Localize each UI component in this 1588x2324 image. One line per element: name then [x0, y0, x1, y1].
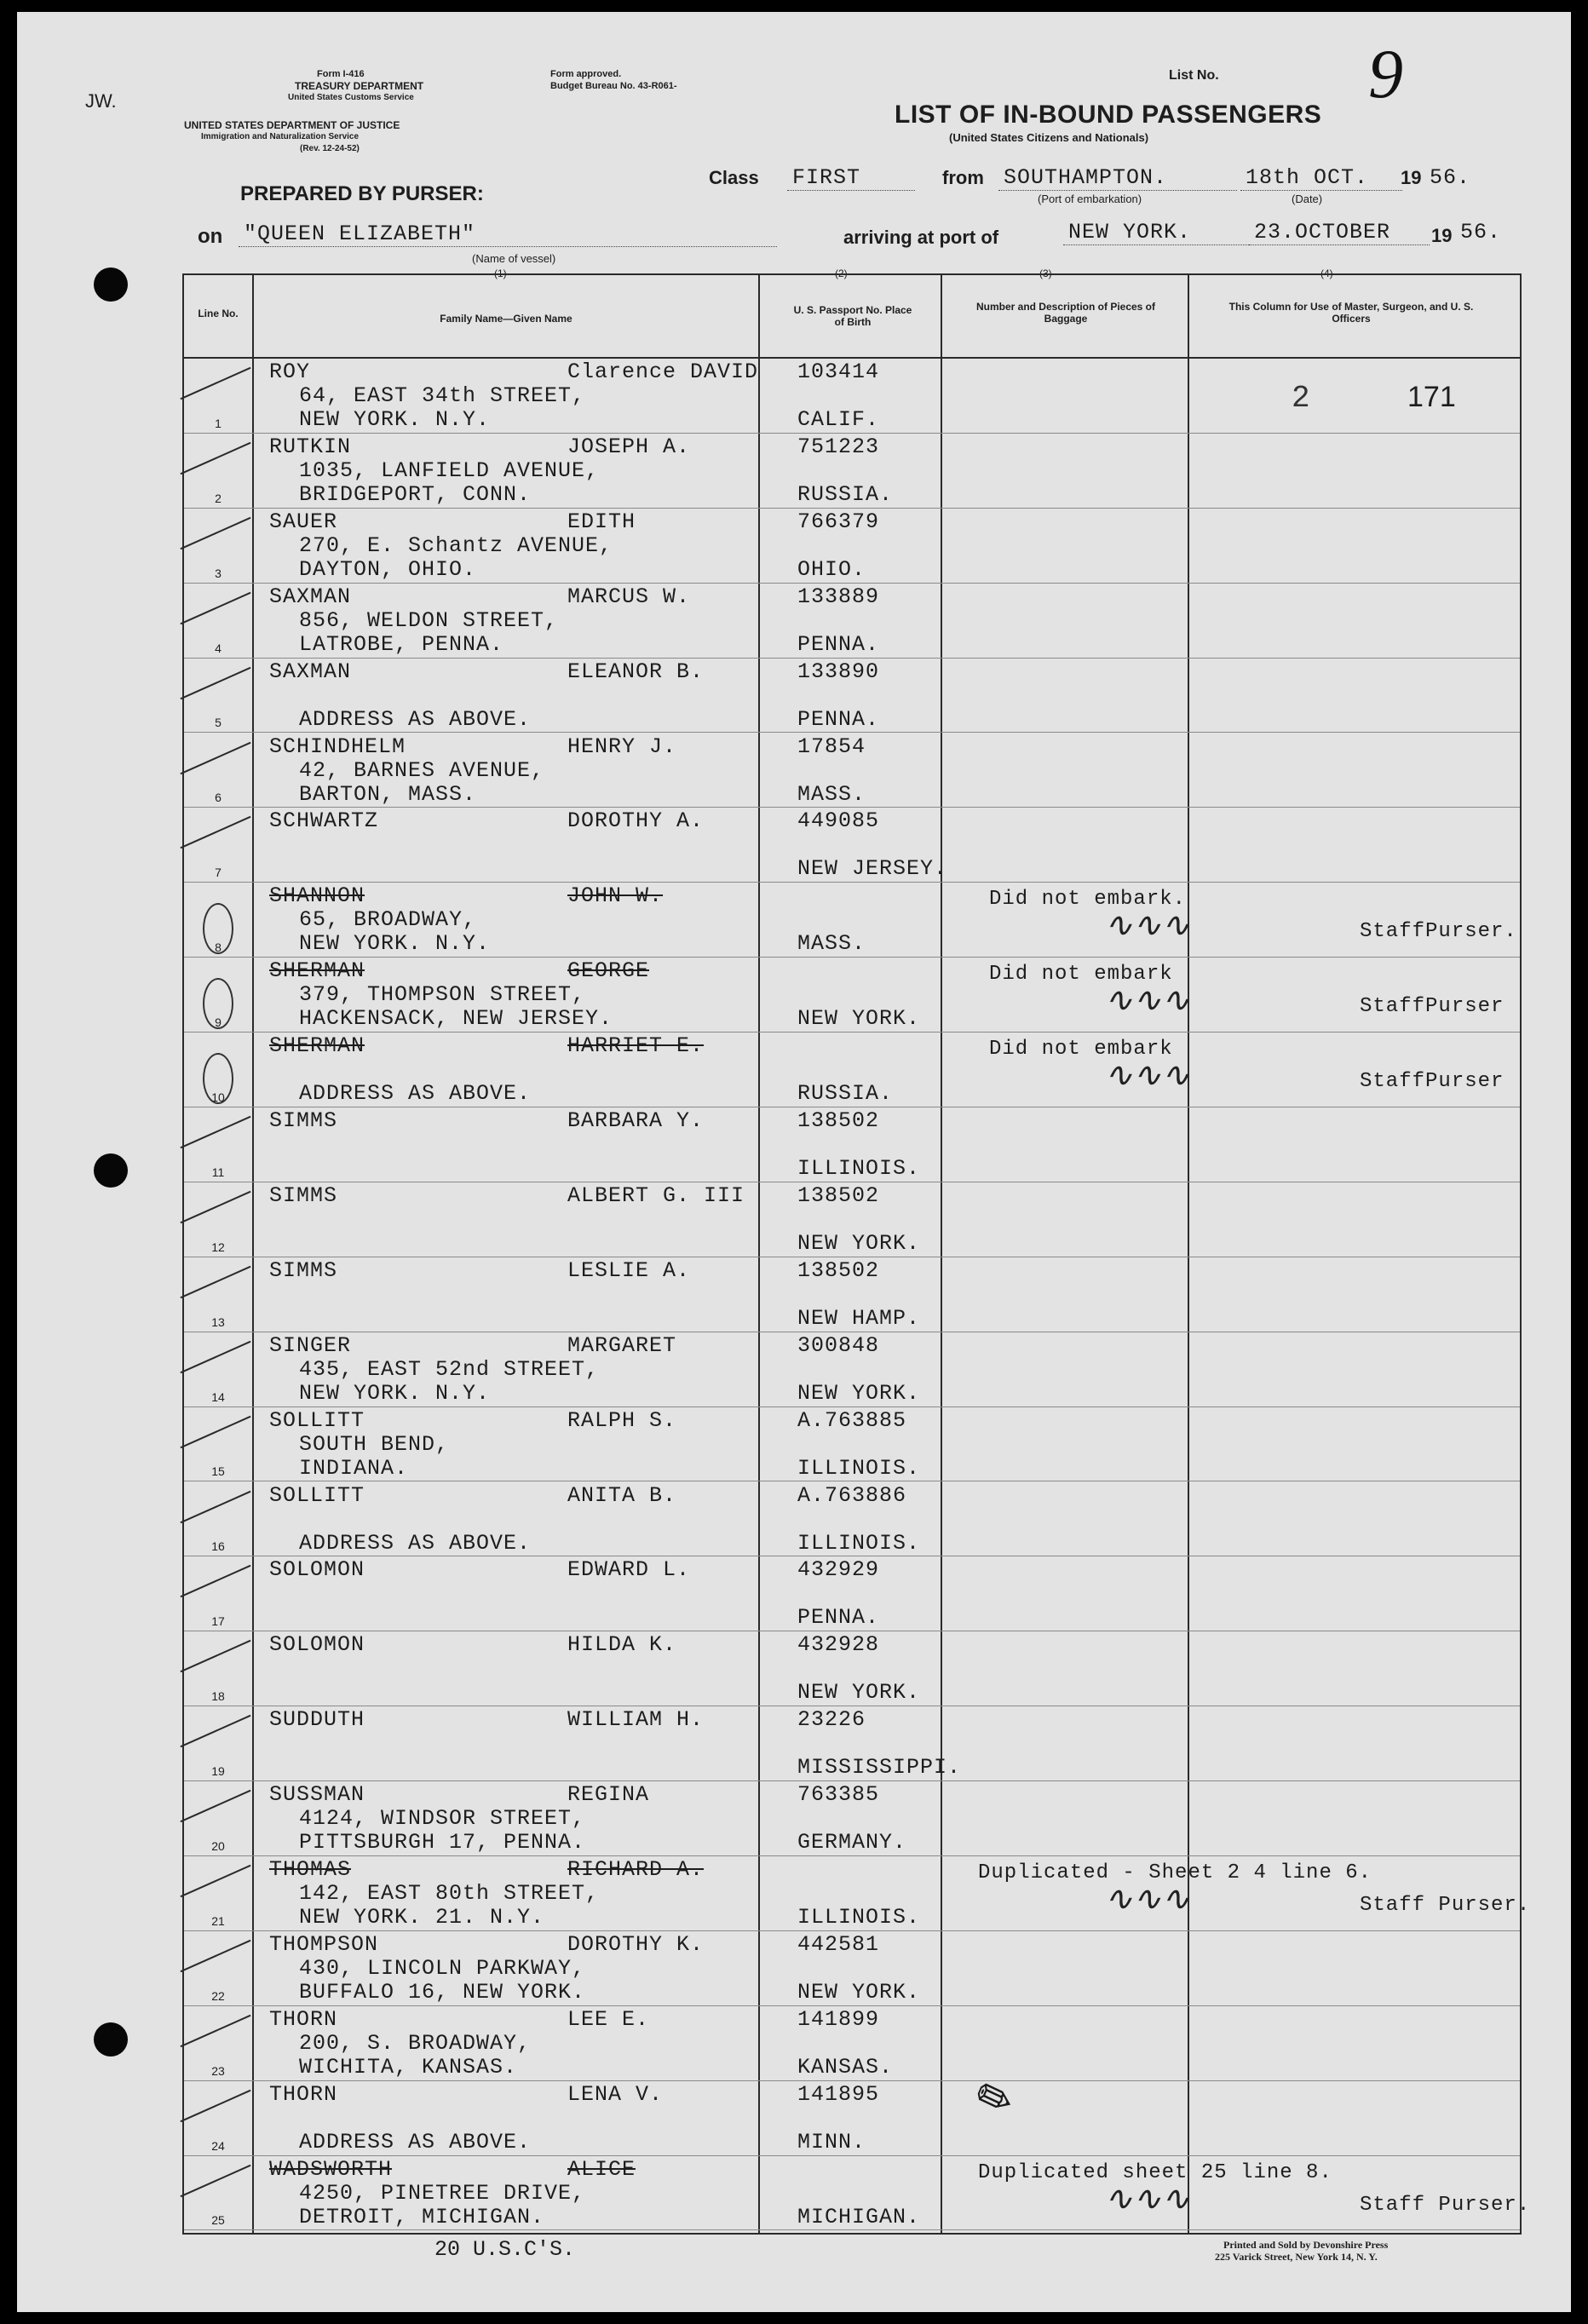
check-mark: [180, 1940, 250, 1972]
line-number: 3: [215, 566, 222, 580]
from-label: from: [942, 167, 984, 188]
table-row: [184, 2081, 1520, 2156]
address-line-1: 200, S. BROADWAY,: [299, 2030, 532, 2056]
punch-hole: [94, 1153, 128, 1188]
table-row: [184, 1182, 1520, 1257]
given-name: MARCUS W.: [567, 584, 691, 609]
address-line-1: 65, BROADWAY,: [299, 907, 477, 933]
header-officers: This Column for Use of Master, Surgeon, and U. S. Officers: [1228, 301, 1474, 325]
line-number: 8: [215, 941, 222, 955]
place-of-birth: NEW YORK.: [797, 1979, 921, 2005]
address-line-2: NEW YORK. 21. N.Y.: [299, 1905, 545, 1930]
passport-number: 141899: [797, 2006, 880, 2032]
given-name: RALPH S.: [567, 1407, 677, 1433]
header-baggage: Number and Description of Pieces of Baggage: [975, 301, 1156, 325]
line-number: 12: [211, 1240, 225, 1254]
treasury-dept: TREASURY DEPARTMENT: [295, 80, 424, 92]
check-mark: [180, 591, 250, 624]
address-line-2: LATROBE, PENNA.: [299, 631, 504, 657]
vessel-caption: (Name of vessel): [472, 252, 556, 265]
address-line-1: 64, EAST 34th STREET,: [299, 383, 586, 408]
place-of-birth: NEW HAMP.: [797, 1305, 921, 1331]
table-row: [184, 1407, 1520, 1482]
purser-title: StaffPurser: [1360, 1070, 1505, 1094]
printer-line-2: 225 Varick Street, New York 14, N. Y.: [1215, 2251, 1378, 2263]
table-row: [184, 733, 1520, 808]
form-approved: Form approved.: [550, 69, 622, 79]
place-of-birth: ILLINOIS.: [797, 1530, 921, 1556]
line-number: 17: [211, 1614, 225, 1629]
given-name: EDWARD L.: [567, 1557, 691, 1583]
date-caption: (Date): [1292, 193, 1323, 205]
place-of-birth: KANSAS.: [797, 2054, 894, 2080]
line-number: 2: [215, 491, 222, 505]
address-line-1: 430, LINCOLN PARKWAY,: [299, 1955, 586, 1981]
passport-number: 751223: [797, 434, 880, 459]
address-line-1: 435, EAST 52nd STREET,: [299, 1356, 600, 1382]
given-name: MARGARET: [567, 1332, 677, 1358]
handwritten-signature: ✎: [961, 2068, 1021, 2135]
place-of-birth: MASS.: [797, 931, 866, 957]
passport-number: 133890: [797, 659, 880, 684]
line-number: 5: [215, 716, 222, 730]
address-line-1: 270, E. Schantz AVENUE,: [299, 532, 613, 558]
column-number: (3): [1039, 267, 1052, 279]
table-row: [184, 2006, 1520, 2081]
justice-dept: UNITED STATES DEPARTMENT OF JUSTICE: [184, 119, 400, 131]
line-number: 4: [215, 641, 222, 655]
family-name: THORN: [269, 2081, 338, 2107]
place-of-birth: PENNA.: [797, 706, 880, 732]
place-of-birth: NEW YORK.: [797, 1680, 921, 1706]
list-no-label: List No.: [1169, 68, 1219, 83]
printer-line-1: Printed and Sold by Devonshire Press: [1223, 2239, 1389, 2251]
given-name: BARBARA Y.: [567, 1108, 705, 1133]
check-mark: [180, 741, 250, 774]
check-mark: [180, 517, 250, 549]
family-name: SHANNON: [269, 883, 365, 909]
given-name: ALBERT G. III: [567, 1182, 745, 1208]
purser-title: Staff Purser.: [1360, 1894, 1531, 1917]
line-circle-mark: [203, 903, 233, 954]
table-row: [184, 1332, 1520, 1407]
family-name: SOLOMON: [269, 1557, 365, 1583]
place-of-birth: RUSSIA.: [797, 481, 894, 507]
place-of-birth: GERMANY.: [797, 1830, 907, 1855]
address-line-1: SOUTH BEND,: [299, 1431, 450, 1457]
address-line-2: DAYTON, OHIO.: [299, 556, 477, 582]
table-row: [184, 1107, 1520, 1182]
purser-title: Staff Purser.: [1360, 2193, 1531, 2217]
address-line-2: NEW YORK. N.Y.: [299, 1380, 491, 1406]
given-name: HARRIET E.: [567, 1033, 705, 1059]
punch-hole: [94, 2022, 128, 2057]
check-mark: [180, 442, 250, 475]
place-of-birth: PENNA.: [797, 631, 880, 657]
passport-number: 449085: [797, 808, 880, 834]
purser-initials-signature: ∿∿∿: [1104, 1879, 1190, 1918]
header-passport: U. S. Passport No. Place of Birth: [793, 304, 912, 328]
status-note: Duplicated - Sheet 2 4 line 6.: [978, 1861, 1372, 1884]
status-note: Did not embark: [989, 963, 1173, 987]
port-of-arrival: NEW YORK.: [1063, 220, 1254, 245]
line-number: 9: [215, 1015, 222, 1030]
table-row: [184, 1482, 1520, 1557]
table-row: [184, 659, 1520, 733]
officer-prefix: 2: [1292, 381, 1310, 416]
document-subtitle: (United States Citizens and Nationals): [949, 131, 1149, 144]
family-name: SAXMAN: [269, 659, 352, 684]
family-name: THORN: [269, 2006, 338, 2032]
passport-number: 17854: [797, 733, 866, 759]
place-of-birth: NEW JERSEY.: [797, 856, 948, 882]
passport-number: 138502: [797, 1182, 880, 1208]
passport-number: 432929: [797, 1557, 880, 1583]
table-row: [184, 1033, 1520, 1107]
table-row: [184, 2156, 1531, 2231]
place-of-birth: PENNA.: [797, 1605, 880, 1631]
document-title: LIST OF IN-BOUND PASSENGERS: [895, 101, 1322, 129]
address-line-2: NEW YORK. N.Y.: [299, 407, 491, 432]
given-name: LENA V.: [567, 2081, 664, 2107]
table-row: [184, 359, 1520, 434]
line-number: 21: [211, 1913, 225, 1928]
line-number: 11: [211, 1165, 225, 1179]
address-line-2: BUFFALO 16, NEW YORK.: [299, 1979, 586, 2005]
family-name: WADSWORTH: [269, 2156, 393, 2182]
document-page: [17, 12, 1571, 2312]
purser-title: StaffPurser.: [1360, 920, 1517, 944]
table-row: [184, 434, 1520, 509]
check-mark: [180, 1340, 250, 1372]
address-line-1: 4250, PINETREE DRIVE,: [299, 2180, 586, 2206]
arrival-year-suffix: 56.: [1460, 220, 1502, 244]
arrival-date: 23.OCTOBER: [1249, 220, 1430, 245]
line-number: 6: [215, 791, 222, 805]
initials: JW.: [85, 90, 117, 112]
table-row: [184, 1556, 1520, 1631]
port-of-embarkation: SOUTHAMPTON.: [998, 165, 1237, 191]
passport-number: 763385: [797, 1782, 880, 1808]
family-name: THOMPSON: [269, 1931, 379, 1957]
family-name: SAXMAN: [269, 584, 352, 609]
place-of-birth: ILLINOIS.: [797, 1905, 921, 1930]
check-mark: [180, 2164, 250, 2196]
place-of-birth: CALIF.: [797, 407, 880, 432]
family-name: SHERMAN: [269, 1033, 365, 1059]
check-mark: [180, 367, 250, 400]
table-row: [184, 1931, 1520, 2006]
purser-initials-signature: ∿∿∿: [1104, 2178, 1190, 2218]
prepared-by-purser: PREPARED BY PURSER:: [240, 182, 484, 205]
check-mark: [180, 1715, 250, 1747]
given-name: ALICE: [567, 2156, 636, 2182]
family-name: SOLOMON: [269, 1632, 365, 1658]
column-number: (1): [494, 267, 507, 279]
line-number: 25: [211, 2213, 225, 2228]
family-name: SUSSMAN: [269, 1782, 365, 1808]
given-name: GEORGE: [567, 958, 650, 984]
given-name: ELEANOR B.: [567, 659, 705, 684]
check-mark: [180, 2089, 250, 2121]
given-name: HILDA K.: [567, 1632, 677, 1658]
customs-service: United States Customs Service: [288, 93, 414, 102]
given-name: JOHN W.: [567, 883, 664, 909]
purser-initials-signature: ∿∿∿: [1104, 1056, 1190, 1095]
column-number: (2): [835, 267, 848, 279]
given-name: Clarence DAVID: [567, 360, 759, 384]
place-of-birth: NEW YORK.: [797, 1380, 921, 1406]
place-of-birth: RUSSIA.: [797, 1081, 894, 1107]
place-of-birth: OHIO.: [797, 556, 866, 582]
family-name: SIMMS: [269, 1257, 338, 1283]
given-name: LESLIE A.: [567, 1257, 691, 1283]
check-mark: [180, 1490, 250, 1522]
check-mark: [180, 1865, 250, 1897]
passenger-table: [182, 273, 1531, 2235]
line-number: 10: [211, 1090, 225, 1104]
given-name: EDITH: [567, 509, 636, 534]
table-row: [184, 1257, 1520, 1332]
given-name: ANITA B.: [567, 1482, 677, 1508]
family-name: THOMAS: [269, 1857, 352, 1882]
class-label: Class: [709, 167, 759, 188]
check-mark: [180, 1640, 250, 1672]
table-row: [184, 584, 1520, 659]
place-of-birth: NEW YORK.: [797, 1230, 921, 1256]
given-name: HENRY J.: [567, 733, 677, 759]
passport-number: 138502: [797, 1257, 880, 1283]
vessel-name: "QUEEN ELIZABETH": [239, 221, 777, 247]
line-number: 13: [211, 1314, 225, 1329]
given-name: RICHARD A.: [567, 1857, 705, 1882]
table-row: [184, 1706, 1520, 1781]
on-label: on: [198, 225, 223, 248]
family-name: ROY: [269, 360, 311, 384]
status-note: Did not embark.: [989, 888, 1187, 912]
address-line-1: 4124, WINDSOR STREET,: [299, 1806, 586, 1832]
address-note: ADDRESS AS ABOVE.: [299, 2129, 532, 2154]
given-name: DOROTHY A.: [567, 808, 705, 834]
line-number: 20: [211, 1838, 225, 1853]
line-number: 7: [215, 866, 222, 880]
passport-number: 300848: [797, 1332, 880, 1358]
family-name: SUDDUTH: [269, 1707, 365, 1733]
table-row: [184, 509, 1520, 584]
given-name: JOSEPH A.: [567, 434, 691, 459]
address-line-1: 379, THOMPSON STREET,: [299, 982, 586, 1008]
family-name: SCHINDHELM: [269, 733, 406, 759]
form-id: Form I-416: [317, 69, 365, 79]
line-number: 22: [211, 1988, 225, 2003]
header-line-no: Line No.: [198, 308, 239, 319]
check-mark: [180, 1565, 250, 1597]
check-mark: [180, 1415, 250, 1447]
passport-number: 442581: [797, 1931, 880, 1957]
family-name: SCHWARTZ: [269, 808, 379, 834]
family-name: SHERMAN: [269, 958, 365, 984]
place-of-birth: MINN.: [797, 2129, 866, 2154]
purser-title: StaffPurser: [1360, 995, 1505, 1019]
address-note: ADDRESS AS ABOVE.: [299, 706, 532, 732]
status-note: Did not embark: [989, 1038, 1173, 1061]
address-line-2: NEW YORK. N.Y.: [299, 931, 491, 957]
embark-date: 18th OCT.: [1240, 165, 1402, 191]
citizen-count: 20 U.S.C'S.: [434, 2237, 576, 2262]
header-name: Family Name—Given Name: [440, 313, 572, 325]
given-name: WILLIAM H.: [567, 1707, 705, 1733]
table-row: [184, 1856, 1531, 1931]
family-name: SIMMS: [269, 1108, 338, 1133]
table-row: [184, 808, 1520, 883]
family-name: SOLLITT: [269, 1482, 365, 1508]
family-name: SINGER: [269, 1332, 352, 1358]
table-row: [184, 1631, 1520, 1706]
place-of-birth: NEW YORK.: [797, 1006, 921, 1032]
line-number: 19: [211, 1764, 225, 1779]
year-suffix: 56.: [1430, 165, 1471, 190]
address-line-2: INDIANA.: [299, 1455, 409, 1481]
place-of-birth: ILLINOIS.: [797, 1156, 921, 1181]
passport-number: 23226: [797, 1707, 866, 1733]
purser-initials-signature: ∿∿∿: [1104, 906, 1190, 945]
family-name: SOLLITT: [269, 1407, 365, 1433]
passport-number: 766379: [797, 509, 880, 534]
address-line-2: WICHITA, KANSAS.: [299, 2054, 518, 2080]
place-of-birth: MISSISSIPPI.: [797, 1755, 962, 1780]
column-number: (4): [1320, 267, 1333, 279]
check-mark: [180, 816, 250, 848]
address-line-1: 42, BARNES AVENUE,: [299, 757, 545, 783]
purser-initials-signature: ∿∿∿: [1104, 981, 1190, 1020]
table-row: [184, 1781, 1520, 1856]
arrival-year-prefix: 19: [1431, 225, 1453, 246]
passport-number: 103414: [797, 360, 880, 384]
passport-number: 432928: [797, 1632, 880, 1658]
table-row: [184, 883, 1520, 958]
address-line-2: BARTON, MASS.: [299, 781, 477, 807]
punch-hole: [94, 267, 128, 302]
given-name: REGINA: [567, 1782, 650, 1808]
address-line-2: DETROIT, MICHIGAN.: [299, 2204, 545, 2229]
ins-service: Immigration and Naturalization Service: [201, 132, 360, 141]
check-mark: [180, 1266, 250, 1298]
officer-note: 171: [1407, 381, 1456, 413]
embark-caption: (Port of embarkation): [1038, 193, 1142, 205]
place-of-birth: MASS.: [797, 781, 866, 807]
line-number: 15: [211, 1464, 225, 1479]
given-name: LEE E.: [567, 2006, 650, 2032]
address-note: ADDRESS AS ABOVE.: [299, 1081, 532, 1107]
check-mark: [180, 1191, 250, 1223]
address-line-1: 856, WELDON STREET,: [299, 607, 559, 633]
line-number: 24: [211, 2138, 225, 2153]
place-of-birth: MICHIGAN.: [797, 2204, 921, 2229]
passport-number: 138502: [797, 1108, 880, 1133]
line-number: 18: [211, 1689, 225, 1704]
line-number: 14: [211, 1389, 225, 1404]
place-of-birth: ILLINOIS.: [797, 1455, 921, 1481]
passport-number: 141895: [797, 2081, 880, 2107]
status-note: Duplicated sheet 25 line 8.: [978, 2160, 1332, 2184]
arriving-label: arriving at port of: [843, 227, 999, 248]
address-note: ADDRESS AS ABOVE.: [299, 1530, 532, 1556]
family-name: RUTKIN: [269, 434, 352, 459]
line-circle-mark: [203, 1053, 233, 1104]
family-name: SIMMS: [269, 1182, 338, 1208]
given-name: DOROTHY K.: [567, 1931, 705, 1957]
check-mark: [180, 1116, 250, 1148]
address-line-2: HACKENSACK, NEW JERSEY.: [299, 1006, 613, 1032]
address-line-2: BRIDGEPORT, CONN.: [299, 481, 532, 507]
check-mark: [180, 1790, 250, 1822]
passport-number: A.763886: [797, 1482, 907, 1508]
line-number: 23: [211, 2063, 225, 2078]
table-row: [184, 958, 1520, 1033]
passport-number: 133889: [797, 584, 880, 609]
form-revision: (Rev. 12-24-52): [300, 144, 360, 153]
family-name: SAUER: [269, 509, 338, 534]
year-prefix: 19: [1401, 167, 1422, 188]
address-line-2: PITTSBURGH 17, PENNA.: [299, 1830, 586, 1855]
line-number: 16: [211, 1539, 225, 1554]
address-line-1: 142, EAST 80th STREET,: [299, 1881, 600, 1906]
check-mark: [180, 2015, 250, 2047]
class-value: FIRST: [787, 165, 915, 191]
line-number: 1: [215, 416, 222, 430]
address-line-1: 1035, LANFIELD AVENUE,: [299, 457, 600, 483]
passport-number: A.763885: [797, 1407, 907, 1433]
budget-bureau: Budget Bureau No. 43-R061-: [550, 81, 677, 91]
check-mark: [180, 666, 250, 699]
list-number: 9: [1368, 35, 1403, 112]
line-circle-mark: [203, 978, 233, 1029]
